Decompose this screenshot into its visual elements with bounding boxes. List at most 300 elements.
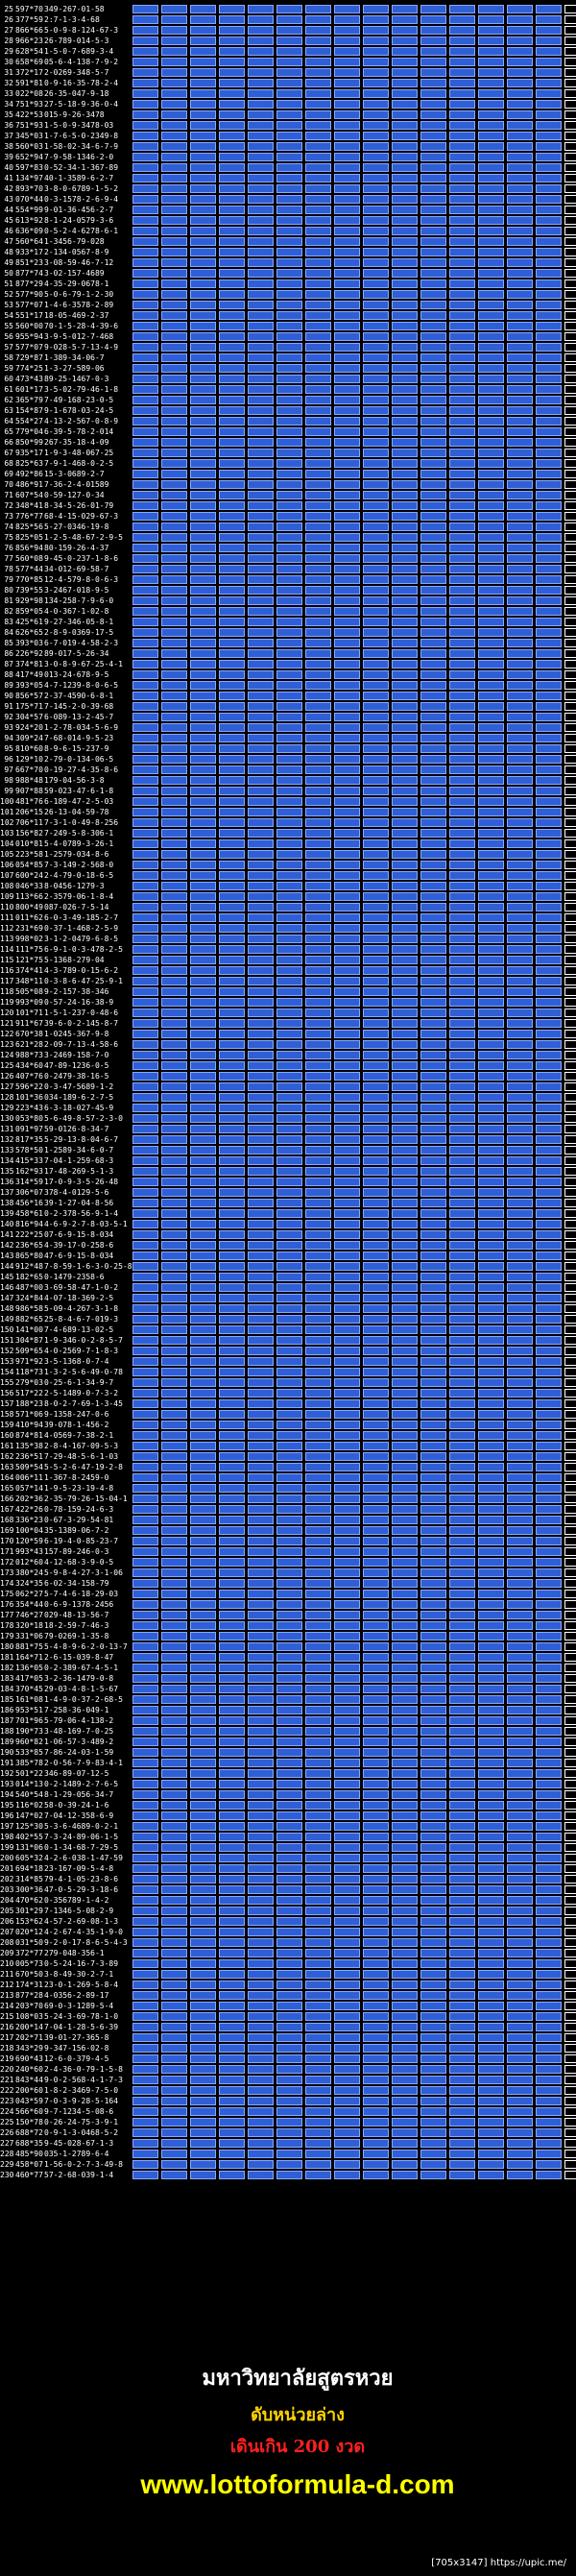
grid-cell (334, 1082, 360, 1091)
grid-cell (132, 2044, 158, 2053)
grid-cell (305, 1262, 331, 1271)
grid-cell (420, 935, 446, 943)
grid-cell (536, 248, 562, 256)
grid-cell (392, 734, 418, 742)
row-cells (132, 2107, 576, 2116)
table-row (0, 1324, 576, 1335)
grid-cell (478, 1220, 504, 1228)
grid-cell (219, 301, 245, 309)
grid-cell (305, 935, 331, 943)
grid-cell (536, 966, 562, 975)
row-index: 187 (0, 1716, 14, 1725)
grid-cell (334, 1009, 360, 1017)
grid-cell (363, 491, 389, 499)
grid-cell (161, 913, 187, 922)
row-marker (564, 1959, 576, 1968)
grid-cell (190, 1178, 216, 1186)
grid-cell (248, 1822, 274, 1831)
grid-cell (248, 1653, 274, 1662)
grid-cell (536, 1642, 562, 1651)
grid-cell (248, 2086, 274, 2095)
grid-cell (334, 596, 360, 605)
row-sequence: 8-34-5-26-01-79 (44, 501, 114, 510)
grid-cell (161, 237, 187, 246)
row-pair: 701*96 (15, 1716, 43, 1725)
row-sequence: 18-2-59-7-46-3 (44, 1621, 109, 1630)
table-row (0, 669, 576, 680)
grid-cell (478, 702, 504, 711)
grid-cell (190, 343, 216, 352)
grid-cell (449, 607, 475, 616)
grid-cell (507, 100, 533, 109)
grid-cell (161, 417, 187, 425)
grid-cell (276, 544, 302, 552)
grid-cell (305, 195, 331, 204)
row-sequence: 7-36-2-4-01589 (44, 480, 109, 489)
grid-cell (449, 1495, 475, 1503)
grid-cell (305, 1389, 331, 1397)
grid-cell (132, 1262, 158, 1271)
table-row (0, 1229, 576, 1240)
grid-cell (392, 470, 418, 478)
grid-cell (190, 163, 216, 172)
table-row (0, 67, 576, 78)
row-pair: 739*55 (15, 586, 43, 595)
row-cells (132, 1801, 576, 1810)
grid-cell (305, 1357, 331, 1366)
row-cells (132, 375, 576, 383)
row-index: 136 (0, 1178, 14, 1186)
grid-cell (219, 2076, 245, 2084)
row-pair: 626*65 (15, 628, 43, 637)
row-index: 209 (0, 1949, 14, 1957)
grid-cell (536, 1431, 562, 1440)
grid-cell (305, 396, 331, 404)
grid-cell (420, 818, 446, 827)
grid-cell (363, 1156, 389, 1165)
grid-cell (536, 1463, 562, 1471)
grid-cell (449, 1716, 475, 1725)
grid-cell (392, 290, 418, 299)
grid-cell (363, 1368, 389, 1376)
grid-cell (276, 903, 302, 911)
grid-cell (420, 1642, 446, 1651)
row-sequence: 18-05-469-2-37 (44, 311, 109, 320)
row-index: 107 (0, 871, 14, 880)
row-index: 67 (4, 449, 13, 457)
grid-cell (305, 5, 331, 13)
row-index: 226 (0, 2128, 14, 2137)
row-marker (564, 301, 576, 309)
grid-cell (276, 385, 302, 394)
row-marker (564, 892, 576, 901)
row-cells (132, 2097, 576, 2105)
grid-cell (536, 142, 562, 151)
grid-cell (190, 2128, 216, 2137)
grid-cell (161, 1896, 187, 1905)
grid-cell (478, 1051, 504, 1059)
grid-cell (420, 628, 446, 637)
row-cells (132, 1135, 576, 1144)
grid-cell (219, 723, 245, 732)
grid-cell (305, 956, 331, 964)
grid-cell (449, 723, 475, 732)
row-cells (132, 1748, 576, 1757)
grid-cell (449, 1928, 475, 1936)
grid-cell (478, 406, 504, 415)
grid-cell (507, 206, 533, 214)
grid-cell (507, 723, 533, 732)
grid-cell (363, 1051, 389, 1059)
grid-cell (449, 787, 475, 795)
grid-cell (305, 58, 331, 66)
row-cells (132, 1040, 576, 1049)
grid-cell (478, 1135, 504, 1144)
grid-cell (276, 396, 302, 404)
grid-cell (161, 1716, 187, 1725)
grid-cell (478, 2086, 504, 2095)
grid-cell (420, 248, 446, 256)
grid-cell (305, 1759, 331, 1767)
grid-cell (248, 153, 274, 161)
grid-cell (420, 1357, 446, 1366)
grid-cell (507, 797, 533, 806)
grid-cell (305, 1716, 331, 1725)
table-row (0, 2138, 576, 2149)
grid-cell (219, 1294, 245, 1302)
grid-cell (507, 871, 533, 880)
grid-cell (420, 1632, 446, 1640)
row-index: 110 (0, 903, 14, 911)
grid-cell (507, 681, 533, 690)
grid-cell (478, 1473, 504, 1482)
grid-cell (449, 903, 475, 911)
grid-cell (219, 2086, 245, 2095)
row-sequence: 3-9-5-012-7-468 (44, 332, 114, 341)
grid-cell (392, 1854, 418, 1862)
table-row (0, 944, 576, 955)
row-cells (132, 1811, 576, 1820)
grid-cell (449, 966, 475, 975)
grid-cell (132, 871, 158, 880)
row-pair: 658*69 (15, 58, 43, 66)
grid-cell (420, 1495, 446, 1503)
grid-cell (420, 1716, 446, 1725)
grid-cell (392, 892, 418, 901)
grid-cell (363, 68, 389, 77)
grid-cell (190, 1959, 216, 1968)
grid-cell (478, 1325, 504, 1334)
grid-cell (276, 36, 302, 45)
grid-cell (507, 618, 533, 626)
row-pair: 141*00 (15, 1325, 43, 1334)
grid-cell (507, 406, 533, 415)
table-row (0, 4, 576, 14)
row-marker (564, 839, 576, 848)
row-pair: 694*18 (15, 1864, 43, 1873)
grid-cell (276, 2097, 302, 2105)
grid-cell (449, 142, 475, 151)
row-pair: 600*24 (15, 871, 43, 880)
row-index: 45 (4, 216, 13, 225)
row-sequence: 9-27-346-05-8-1 (44, 618, 114, 626)
grid-cell (132, 1854, 158, 1862)
grid-cell (536, 1547, 562, 1556)
grid-cell (190, 1611, 216, 1619)
row-cells (132, 924, 576, 933)
grid-cell (334, 375, 360, 383)
grid-cell (276, 1547, 302, 1556)
grid-cell (248, 2065, 274, 2074)
row-pair: 912*48 (15, 1262, 43, 1271)
grid-cell (334, 343, 360, 352)
row-pair: 877*74 (15, 269, 43, 278)
grid-cell (132, 1970, 158, 1979)
grid-cell (392, 1072, 418, 1081)
grid-cell (132, 396, 158, 404)
row-marker (564, 734, 576, 742)
row-index: 35 (4, 110, 13, 119)
row-sequence: 0-26-24-75-3-9-1 (44, 2118, 119, 2126)
grid-cell (132, 1547, 158, 1556)
grid-cell (420, 1727, 446, 1736)
grid-cell (420, 1473, 446, 1482)
grid-cell (219, 132, 245, 140)
grid-cell (449, 406, 475, 415)
grid-cell (334, 744, 360, 753)
grid-cell (334, 2171, 360, 2179)
row-cells (132, 2012, 576, 2021)
grid-cell (507, 1399, 533, 1408)
grid-cell (334, 100, 360, 109)
grid-cell (248, 1706, 274, 1714)
row-marker (564, 1304, 576, 1313)
row-cells (132, 184, 576, 193)
row-index: 197 (0, 1822, 14, 1831)
grid-cell (392, 1505, 418, 1514)
table-row (0, 2117, 576, 2127)
grid-cell (420, 861, 446, 869)
row-pair: 874*81 (15, 1431, 43, 1440)
grid-cell (392, 2150, 418, 2158)
grid-cell (248, 913, 274, 922)
row-cells (132, 1463, 576, 1471)
grid-cell (478, 776, 504, 785)
grid-cell (132, 58, 158, 66)
grid-cell (276, 269, 302, 278)
row-marker (564, 1685, 576, 1693)
upload-site-label[interactable]: https://upic.me/ (490, 2558, 566, 2568)
grid-cell (305, 1822, 331, 1831)
grid-cell (392, 385, 418, 394)
grid-cell (132, 829, 158, 838)
row-marker (564, 818, 576, 827)
grid-cell (305, 1769, 331, 1778)
row-index: 87 (4, 660, 13, 668)
table-row (0, 1166, 576, 1177)
grid-cell (276, 1093, 302, 1102)
row-sequence: 0-2-378-56-9-1-4 (44, 1209, 119, 1218)
grid-cell (392, 618, 418, 626)
grid-cell (449, 1759, 475, 1767)
grid-cell (363, 2065, 389, 2074)
row-marker (564, 808, 576, 816)
grid-cell (305, 258, 331, 267)
table-row (0, 1039, 576, 1050)
row-pair: 850*99 (15, 438, 43, 447)
grid-cell (248, 998, 274, 1007)
grid-cell (132, 808, 158, 816)
grid-cell (132, 1378, 158, 1387)
grid-cell (132, 1653, 158, 1662)
grid-cell (334, 871, 360, 880)
grid-cell (161, 174, 187, 182)
grid-cell (305, 1061, 331, 1070)
grid-cell (334, 195, 360, 204)
grid-cell (420, 1505, 446, 1514)
grid-cell (305, 1093, 331, 1102)
grid-cell (132, 470, 158, 478)
row-pair: 856*57 (15, 692, 43, 700)
grid-cell (478, 1864, 504, 1873)
grid-cell (190, 1811, 216, 1820)
grid-cell (507, 1590, 533, 1598)
row-sequence: 3-48-169-7-0-25 (44, 1727, 114, 1736)
row-cells (132, 1505, 576, 1514)
grid-cell (507, 2139, 533, 2148)
table-row (0, 807, 576, 817)
grid-cell (478, 1093, 504, 1102)
grid-cell (363, 1685, 389, 1693)
row-index: 26 (4, 15, 13, 24)
grid-cell (219, 544, 245, 552)
grid-cell (449, 132, 475, 140)
grid-cell (276, 2160, 302, 2169)
grid-cell (190, 1516, 216, 1524)
grid-cell (190, 26, 216, 35)
grid-cell (449, 1178, 475, 1186)
grid-cell (219, 1738, 245, 1746)
grid-cell (132, 1928, 158, 1936)
banner-url[interactable]: www.lottoformula-d.com (140, 2469, 455, 2499)
row-index: 200 (0, 1854, 14, 1862)
row-pair: 688*35 (15, 2139, 43, 2148)
grid-cell (276, 1653, 302, 1662)
grid-cell (305, 1685, 331, 1693)
grid-cell (276, 1885, 302, 1894)
grid-cell (536, 2002, 562, 2010)
grid-cell (276, 533, 302, 542)
grid-cell (161, 1442, 187, 1450)
grid-cell (334, 2033, 360, 2042)
grid-cell (190, 491, 216, 499)
grid-cell (392, 1991, 418, 2000)
grid-cell (305, 311, 331, 320)
grid-cell (334, 607, 360, 616)
row-pair: 020*12 (15, 1928, 43, 1936)
row-sequence: 27-5-18-9-36-0-4 (44, 100, 119, 109)
grid-cell (536, 649, 562, 658)
grid-cell (420, 227, 446, 235)
grid-cell (132, 1019, 158, 1028)
grid-cell (219, 1283, 245, 1292)
row-pair: 320*18 (15, 1621, 43, 1630)
table-row (0, 1567, 576, 1578)
grid-cell (507, 1463, 533, 1471)
grid-cell (132, 1051, 158, 1059)
grid-cell (190, 1748, 216, 1757)
grid-cell (248, 1452, 274, 1461)
grid-cell (536, 987, 562, 996)
grid-cell (190, 2076, 216, 2084)
row-sequence: 7-3-149-2-568-0 (44, 861, 114, 869)
grid-cell (478, 2023, 504, 2031)
row-cells (132, 1642, 576, 1651)
grid-cell (305, 1991, 331, 2000)
grid-cell (248, 1537, 274, 1545)
grid-cell (161, 100, 187, 109)
row-marker (564, 311, 576, 320)
grid-cell (478, 987, 504, 996)
row-marker (564, 1526, 576, 1535)
table-row (0, 659, 576, 669)
row-index: 196 (0, 1811, 14, 1820)
grid-cell (420, 554, 446, 563)
row-pair: 129*10 (15, 755, 43, 764)
grid-cell (219, 1896, 245, 1905)
grid-cell (536, 2128, 562, 2137)
grid-cell (334, 1822, 360, 1831)
table-row (0, 617, 576, 627)
grid-cell (334, 1885, 360, 1894)
grid-cell (449, 1991, 475, 2000)
row-sequence: 89-017-5-26-34 (44, 649, 109, 658)
grid-cell (219, 195, 245, 204)
grid-cell (507, 1347, 533, 1355)
grid-cell (536, 364, 562, 373)
grid-cell (363, 1727, 389, 1736)
grid-cell (190, 1526, 216, 1535)
row-index: 153 (0, 1357, 14, 1366)
grid-cell (276, 776, 302, 785)
grid-cell (507, 1790, 533, 1799)
grid-cell (248, 1431, 274, 1440)
table-row (0, 321, 576, 331)
grid-cell (190, 797, 216, 806)
grid-cell (161, 322, 187, 330)
row-pair: 113*66 (15, 892, 43, 901)
grid-cell (420, 956, 446, 964)
grid-cell (276, 977, 302, 985)
grid-cell (449, 1220, 475, 1228)
grid-cell (276, 142, 302, 151)
table-row (0, 1409, 576, 1420)
grid-cell (507, 1526, 533, 1535)
grid-cell (132, 2171, 158, 2179)
grid-cell (248, 554, 274, 563)
grid-cell (420, 2107, 446, 2116)
grid-cell (219, 2139, 245, 2148)
grid-cell (161, 1283, 187, 1292)
row-pair: 566*60 (15, 2107, 43, 2116)
row-marker (564, 1917, 576, 1926)
grid-cell (334, 766, 360, 774)
grid-cell (507, 544, 533, 552)
grid-cell (507, 839, 533, 848)
row-index: 57 (4, 343, 13, 352)
row-index: 198 (0, 1833, 14, 1841)
row-sequence: 8-1-29-056-34-7 (44, 1790, 114, 1799)
